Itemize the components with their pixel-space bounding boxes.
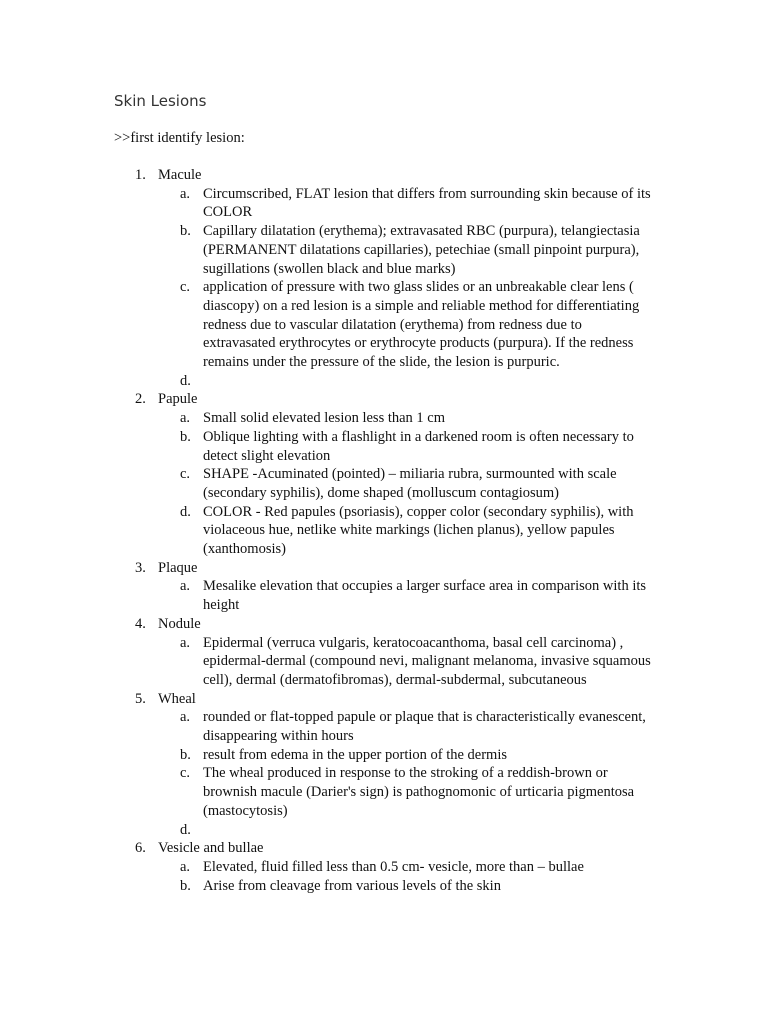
- sub-item-text: application of pressure with two glass slides or an unbreakable clear lens ( diascopy) on a red lesion is a simple and reliable method for differentiating redness due to vascular dilatation (erythema) from redness due to extravasated erythrocytes or erythrocyte products (purpura). If the redness remains under the pressure of the slide, the lesion is purpuric.: [203, 279, 640, 371]
- list-item: [0, 390, 768, 558]
- sub-item-text: Small solid elevated lesion less than 1 cm: [203, 410, 446, 427]
- sub-item: [0, 185, 768, 222]
- list-item-number: 2.: [135, 391, 146, 408]
- list-item-number: 1.: [135, 167, 146, 183]
- list-item: [0, 690, 768, 840]
- sub-item: [0, 821, 768, 840]
- sub-item: [0, 465, 768, 502]
- list-item-label: Macule: [158, 167, 202, 183]
- sub-item-letter: a.: [180, 185, 191, 202]
- sub-item-letter: c.: [180, 765, 191, 782]
- sub-item: [0, 764, 768, 820]
- sub-item: [0, 708, 768, 745]
- list-item-label: Nodule: [158, 615, 201, 632]
- sub-item-text: Capillary dilatation (erythema); extravasated RBC (purpura), telangiectasia (PERMANENT dilatations capillaries), petechiae (small pinpoint purpura), sugillations (swollen black and blue marks): [203, 223, 640, 277]
- sub-item-text: Arise from cleavage from various levels of the skin: [203, 877, 501, 894]
- list-item-label: Vesicle and bullae: [158, 840, 264, 857]
- sub-item-letter: a.: [180, 410, 191, 427]
- sub-item-text: SHAPE -Acuminated (pointed) – miliaria rubra, surmounted with scale (secondary syphilis), dome shaped (molluscum contagiosum): [203, 466, 617, 501]
- sub-item-letter: b.: [180, 428, 191, 445]
- list-item-label: Papule: [158, 391, 198, 408]
- sub-item-text: The wheal produced in response to the stroking of a reddish-brown or brownish macule (Darier's sign) is pathognomonic of urticaria pigmentosa (mastocytosis): [203, 765, 635, 819]
- list-item-number: 4.: [135, 615, 146, 632]
- sub-item-letter: a.: [180, 634, 191, 651]
- page-title: Skin Lesions: [114, 92, 207, 110]
- sub-item-letter: d.: [180, 503, 191, 520]
- sub-item-text: Circumscribed, FLAT lesion that differs from surrounding skin because of its COLOR: [203, 185, 651, 221]
- sub-item-letter: d.: [180, 821, 191, 838]
- sub-item-text: result from edema in the upper portion of the dermis: [203, 746, 508, 763]
- sub-item: [0, 577, 768, 614]
- sub-item-letter: b.: [180, 746, 191, 763]
- list-item-number: 6.: [135, 840, 146, 857]
- list-item-heading: [0, 839, 768, 858]
- sub-item: [0, 372, 768, 391]
- sub-item: [0, 746, 768, 765]
- list-item: [0, 615, 768, 690]
- list-item-heading: [0, 690, 768, 709]
- sub-item-text: COLOR - Red papules (psoriasis), copper color (secondary syphilis), with violaceous hue, netlike white markings (lichen planus), yellow papules (xanthomosis): [203, 503, 634, 558]
- sub-item: [0, 428, 768, 465]
- list-item-heading: [0, 615, 768, 634]
- sub-item-letter: d.: [180, 372, 191, 389]
- sub-item-text: [203, 821, 655, 840]
- list-item-label: Plaque: [158, 559, 198, 576]
- intro-line: >>first identify lesion:: [114, 130, 245, 146]
- sub-item-letter: a.: [180, 709, 191, 726]
- sub-item: [0, 877, 768, 896]
- sub-item-text: Oblique lighting with a flashlight in a darkened room is often necessary to detect slight elevation: [203, 428, 634, 464]
- sub-item-text: rounded or flat-topped papule or plaque that is characteristically evanescent, disappearing within hours: [203, 709, 646, 745]
- sub-item-letter: b.: [180, 877, 191, 894]
- sub-item-letter: c.: [180, 279, 191, 296]
- list-item: [0, 166, 768, 390]
- list-item: [0, 559, 768, 615]
- sub-item: [0, 278, 768, 372]
- lesion-outline: [0, 166, 768, 895]
- sub-item-letter: b.: [180, 223, 191, 240]
- sub-item: [0, 222, 768, 278]
- list-item-heading: [0, 166, 768, 185]
- sub-item-letter: c.: [180, 466, 191, 483]
- list-item-heading: [0, 390, 768, 409]
- sub-item-text: Epidermal (verruca vulgaris, keratocoacanthoma, basal cell carcinoma) , epidermal-dermal (compound nevi, malignant melanoma, invasive squamous cell), dermal (dermatofibromas), dermal-subdermal, subcutaneous: [203, 634, 651, 688]
- sub-item-letter: a.: [180, 858, 191, 875]
- sub-item-letter: a.: [180, 578, 191, 595]
- sub-item-text: [203, 372, 655, 391]
- sub-item: [0, 858, 768, 877]
- list-item-label: Wheal: [158, 690, 196, 707]
- sub-item: [0, 409, 768, 428]
- sub-item-text: Elevated, fluid filled less than 0.5 cm- vesicle, more than – bullae: [203, 858, 584, 875]
- sub-item: [0, 503, 768, 559]
- list-item-number: 5.: [135, 690, 146, 707]
- sub-item-text: Mesalike elevation that occupies a larger surface area in comparison with its height: [203, 578, 647, 614]
- list-item-heading: [0, 559, 768, 578]
- sub-item: [0, 634, 768, 690]
- list-item: [0, 839, 768, 895]
- list-item-number: 3.: [135, 559, 146, 576]
